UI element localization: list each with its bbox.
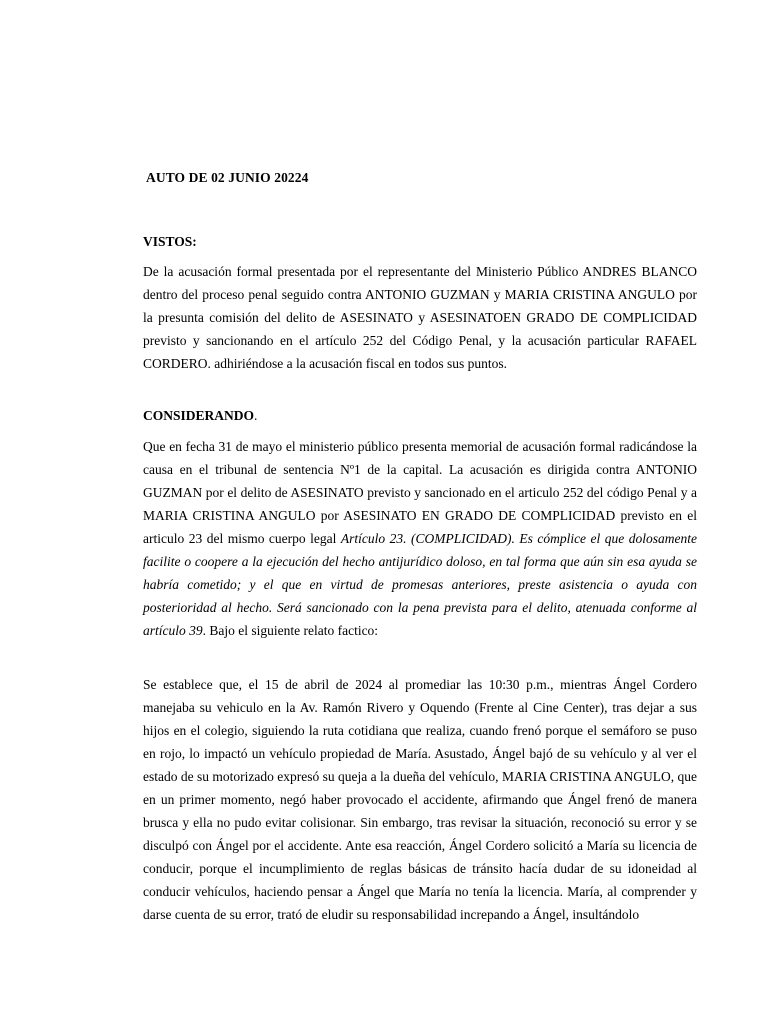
considerando-heading: CONSIDERANDO — [143, 408, 255, 423]
considerando-punctuation: . — [254, 408, 258, 423]
paragraph-considerando-end: . Bajo el siguiente relato factico: — [202, 623, 379, 638]
document-title: AUTO DE 02 JUNIO 20224 — [146, 170, 309, 185]
article-23-quote: Artículo 23. (COMPLICIDAD). Es cómplice el que dolosamente facilite o coopere a la ejecución del hecho antijurídico doloso, en tal forma que aún sin esa ayuda se habría cometido; y el que en virtud de promesas anteriores, preste asistencia o ayuda con posterioridad al hecho. Será sancionado con la pena prevista para el delito, atenuada conforme al artículo 39 — [143, 531, 697, 638]
paragraph-considerando — [143, 435, 697, 642]
paragraph-considerando-start: Que en fecha 31 de mayo el ministerio público presenta memorial de acusación formal radicándose la causa en el tribunal de sentencia Nº1 de la capital. La acusación es dirigida contra ANTONIO GUZMAN por el delito de ASESINATO previsto y sancionado en el articulo 252 del código Penal y a MARIA CRISTINA ANGULO por ASESINATO EN GRADO DE COMPLICIDAD previsto en el articulo 23 del mismo cuerpo legal — [143, 439, 697, 546]
paragraph-facts: Se establece que, el 15 de abril de 2024 al promediar las 10:30 p.m., mientras Ángel Cordero manejaba su vehiculo en la Av. Ramón Rivero y Oquendo (Frente al Cine Center), tras dejar a sus hijos en el colegio, siguiendo la ruta cotidiana que realiza, cuando frenó porque el semáforo se puso en rojo, lo impactó un vehículo propiedad de María. Asustado, Ángel bajó de su vehículo y al ver el estado de su motorizado expresó su queja a la dueña del vehículo, MARIA CRISTINA ANGULO, que en un primer momento, negó haber provocado el accidente, afirmando que Ángel frenó de manera brusca y ella no pudo evitar colisionar. Sin embargo, tras revisar la situación, reconoció su error y se disculpó con Ángel por el accidente. Ante esa reacción, Ángel Cordero solicitó a María su licencia de conducir, porque el incumplimiento de reglas básicas de tránsito hacía dudar de su idoneidad al conducir vehículos, haciendo pensar a Ángel que María no tenía la licencia. María, al comprender y darse cuenta de su error, trató de eludir su responsabilidad increpando a Ángel, insultándolo — [143, 677, 697, 922]
considerando-line — [143, 404, 697, 427]
vistos-heading: VISTOS: — [143, 234, 197, 249]
paragraph-vistos: De la acusación formal presentada por el representante del Ministerio Público ANDRES BLANCO dentro del proceso penal seguido contra ANTONIO GUZMAN y MARIA CRISTINA ANGULO por la presunta comisión del delito de ASESINATO y ASESINATOEN GRADO DE COMPLICIDAD previsto y sancionando en el artículo 252 del Código Penal, y la acusación particular RAFAEL CORDERO. adhiriéndose a la acusación fiscal en todos sus puntos. — [143, 264, 697, 371]
